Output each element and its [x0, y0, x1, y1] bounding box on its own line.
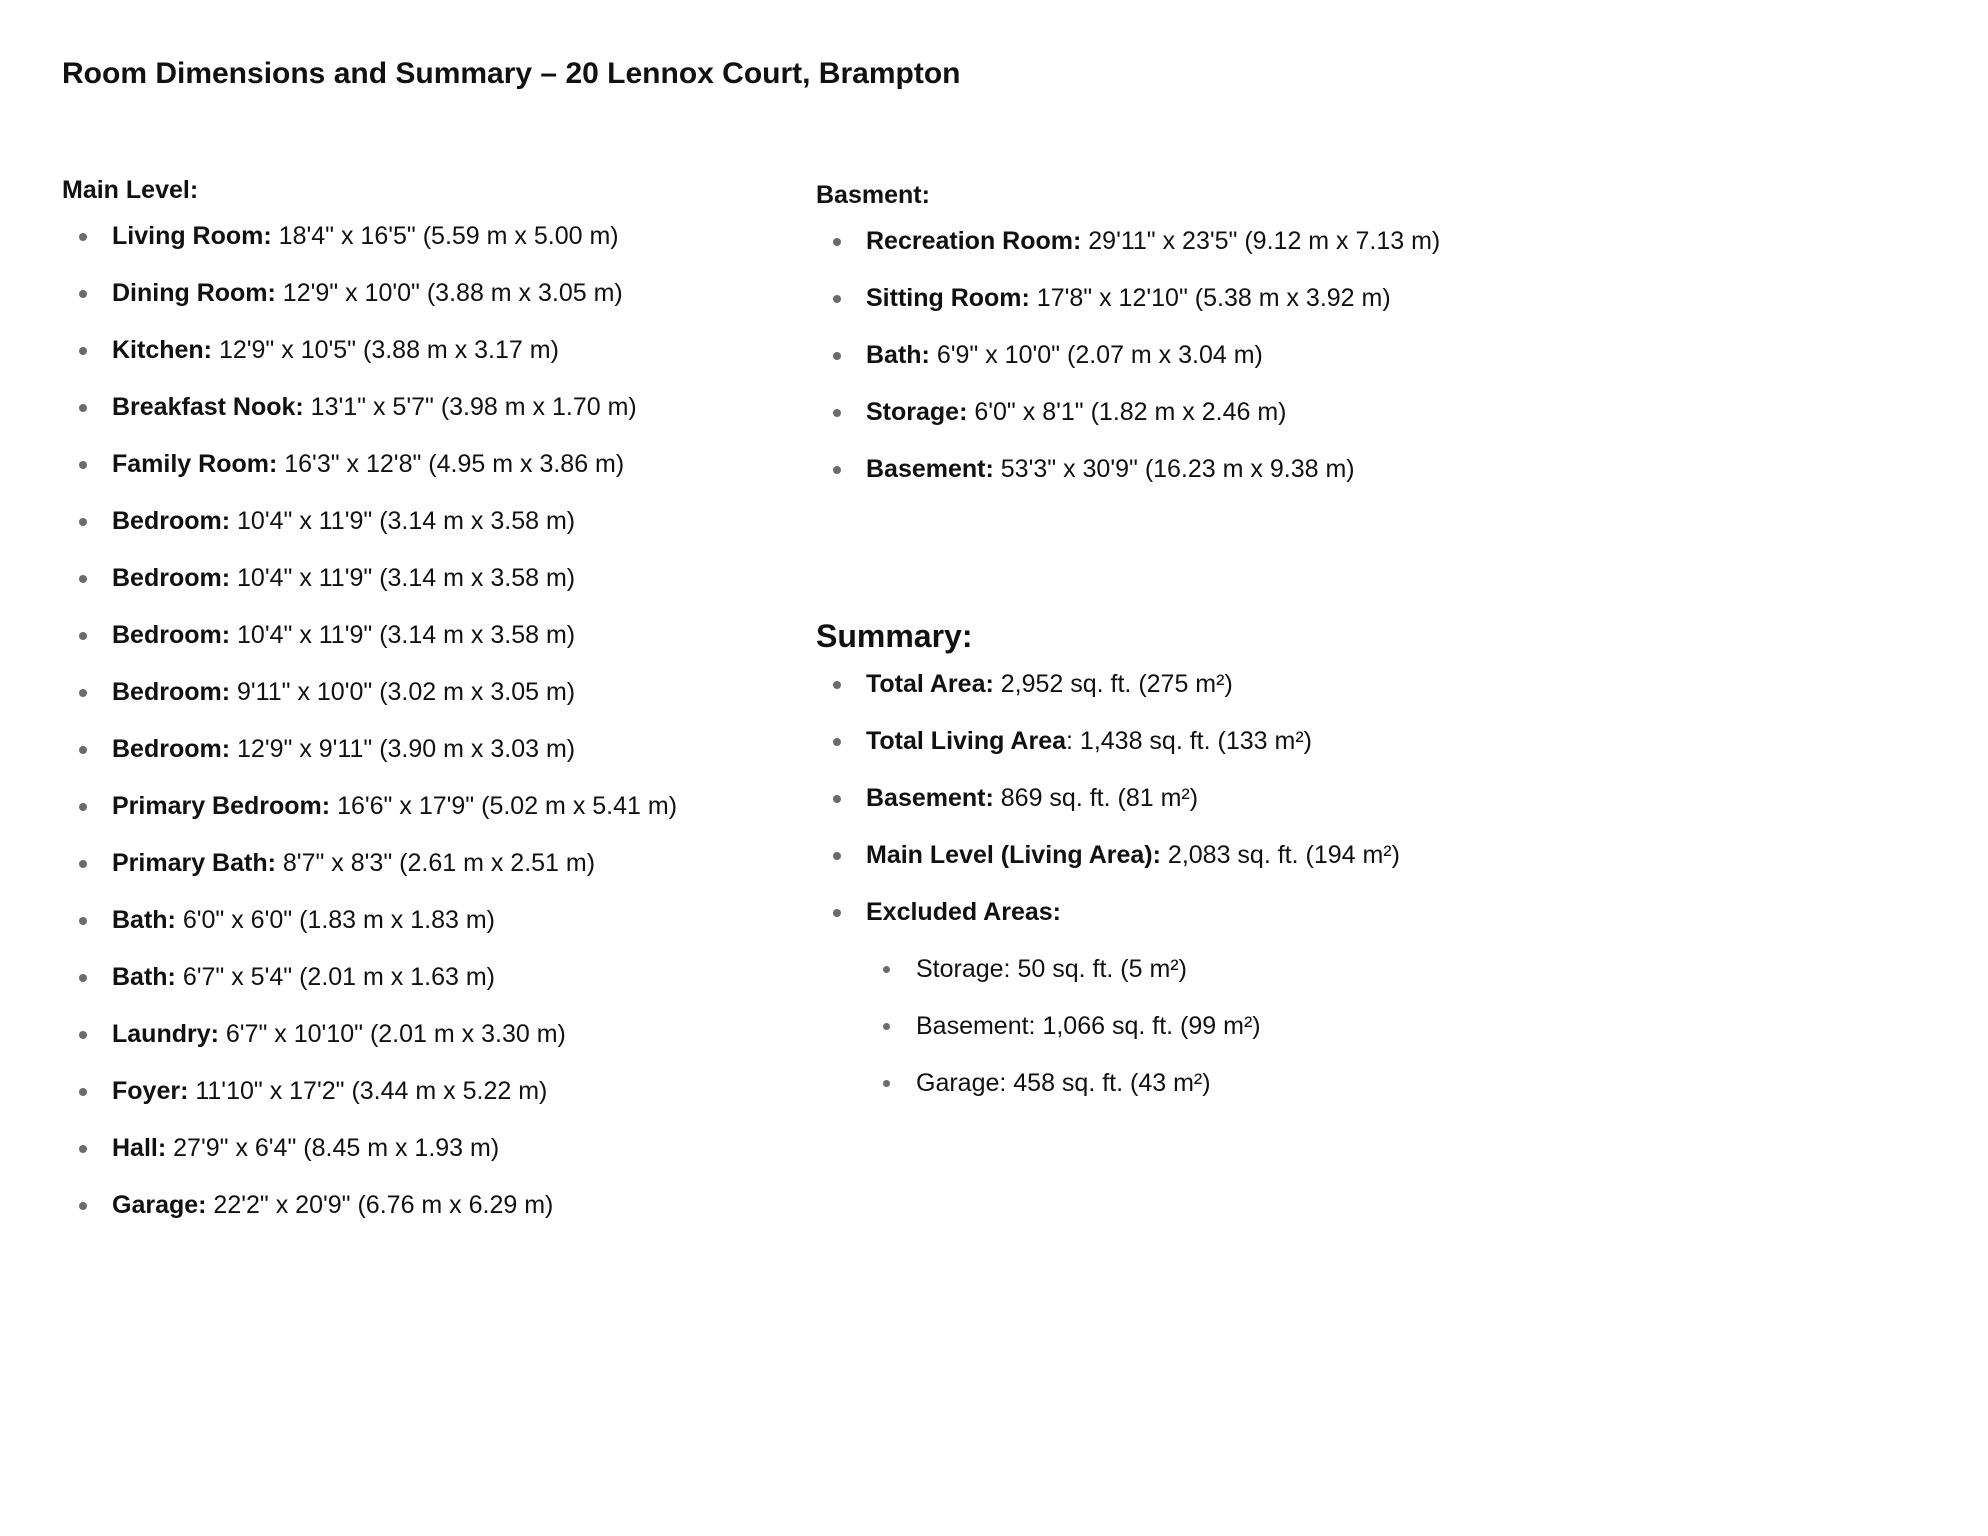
summary-list [816, 656, 1616, 941]
list-item [62, 379, 762, 436]
bullet-icon [79, 1088, 87, 1096]
bullet-icon [833, 409, 841, 417]
list-item [62, 493, 762, 550]
list-item [62, 1006, 762, 1063]
room-dimensions: 10'4" x 11'9" (3.14 m x 3.58 m) [230, 564, 576, 592]
room-label: Bedroom: [112, 735, 231, 763]
bullet-icon [79, 290, 87, 298]
room-label: Family Room: [112, 450, 278, 478]
summary-label: Excluded Areas: [866, 898, 1061, 926]
room-label: Kitchen: [112, 336, 212, 364]
list-item [816, 941, 1616, 998]
room-dimensions: 17'8" x 12'10" (5.38 m x 3.92 m) [1029, 284, 1391, 312]
bullet-icon [833, 852, 841, 860]
room-dimensions: 6'0" x 8'1" (1.82 m x 2.46 m) [967, 398, 1287, 426]
room-label: Foyer: [112, 1077, 189, 1105]
list-item [62, 892, 762, 949]
bullet-icon [883, 1080, 890, 1087]
bullet-icon [833, 681, 841, 689]
room-label: Recreation Room: [866, 227, 1082, 255]
excluded-area-text: Basement: 1,066 sq. ft. (99 m²) [916, 1012, 1261, 1040]
room-dimensions: 18'4" x 16'5" (5.59 m x 5.00 m) [271, 222, 619, 250]
list-item [62, 835, 762, 892]
list-item [62, 265, 762, 322]
bullet-icon [833, 466, 841, 474]
basement-heading: Basment: [816, 181, 930, 209]
room-label: Dining Room: [112, 279, 276, 307]
list-item [62, 664, 762, 721]
summary-label: Total Area: [866, 670, 994, 698]
list-item [62, 208, 762, 265]
room-label: Hall: [112, 1134, 167, 1162]
excluded-areas-list [816, 941, 1616, 1112]
room-label: Bath: [112, 906, 176, 934]
list-item [816, 656, 1616, 713]
bullet-icon [79, 632, 87, 640]
room-label: Sitting Room: [866, 284, 1030, 312]
basement-room-list [816, 213, 1616, 498]
excluded-area-text: Garage: 458 sq. ft. (43 m²) [916, 1069, 1211, 1097]
room-label: Basement: [866, 455, 994, 483]
bullet-icon [79, 518, 87, 526]
list-item [62, 778, 762, 835]
list-item [816, 770, 1616, 827]
summary-label: Basement: [866, 784, 994, 812]
bullet-icon [79, 803, 87, 811]
room-label: Bedroom: [112, 564, 231, 592]
bullet-icon [883, 966, 890, 973]
room-dimensions: 16'6" x 17'9" (5.02 m x 5.41 m) [330, 792, 678, 820]
room-label: Storage: [866, 398, 968, 426]
summary-heading: Summary: [816, 618, 973, 654]
bullet-icon [79, 461, 87, 469]
room-dimensions: 22'2" x 20'9" (6.76 m x 6.29 m) [206, 1191, 554, 1219]
bullet-icon [79, 347, 87, 355]
bullet-icon [833, 795, 841, 803]
list-item [816, 213, 1616, 270]
basement-and-summary-section [816, 177, 1616, 1112]
list-item [62, 1120, 762, 1177]
list-item [62, 949, 762, 1006]
room-dimensions: 6'7" x 5'4" (2.01 m x 1.63 m) [175, 963, 495, 991]
list-item [816, 270, 1616, 327]
room-dimensions: 6'0" x 6'0" (1.83 m x 1.83 m) [175, 906, 495, 934]
list-item [62, 1177, 762, 1234]
bullet-icon [79, 1031, 87, 1039]
bullet-icon [79, 746, 87, 754]
room-dimensions: 6'7" x 10'10" (2.01 m x 3.30 m) [218, 1020, 566, 1048]
bullet-icon [833, 738, 841, 746]
room-label: Bath: [866, 341, 930, 369]
summary-value: : 1,438 sq. ft. (133 m²) [1066, 727, 1312, 755]
bullet-icon [79, 917, 87, 925]
main-level-room-list [62, 208, 762, 1234]
room-dimensions: 6'9" x 10'0" (2.07 m x 3.04 m) [929, 341, 1263, 369]
page-title: Room Dimensions and Summary – 20 Lennox Court, Brampton [62, 57, 961, 90]
main-level-heading: Main Level: [62, 176, 199, 204]
bullet-icon [883, 1023, 890, 1030]
summary-label: Total Living Area [866, 727, 1067, 755]
list-item [62, 1063, 762, 1120]
bullet-icon [79, 689, 87, 697]
list-item [816, 384, 1616, 441]
room-dimensions: 10'4" x 11'9" (3.14 m x 3.58 m) [230, 621, 576, 649]
room-label: Primary Bath: [112, 849, 276, 877]
room-dimensions: 12'9" x 9'11" (3.90 m x 3.03 m) [230, 735, 576, 763]
room-dimensions: 27'9" x 6'4" (8.45 m x 1.93 m) [166, 1134, 500, 1162]
room-label: Garage: [112, 1191, 207, 1219]
bullet-icon [833, 352, 841, 360]
room-dimensions: 13'1" x 5'7" (3.98 m x 1.70 m) [303, 393, 637, 421]
room-label: Laundry: [112, 1020, 219, 1048]
room-label: Bedroom: [112, 621, 231, 649]
room-label: Breakfast Nook: [112, 393, 304, 421]
summary-value: 2,083 sq. ft. (194 m²) [1160, 841, 1400, 869]
list-item [62, 721, 762, 778]
room-label: Bedroom: [112, 678, 231, 706]
list-item [62, 436, 762, 493]
room-label: Bath: [112, 963, 176, 991]
summary-section [816, 616, 1616, 1112]
summary-value: 869 sq. ft. (81 m²) [993, 784, 1199, 812]
main-level-section [62, 172, 762, 1234]
bullet-icon [79, 404, 87, 412]
list-item [62, 607, 762, 664]
bullet-icon [79, 233, 87, 241]
room-dimensions: 8'7" x 8'3" (2.61 m x 2.51 m) [275, 849, 596, 877]
bullet-icon [833, 238, 841, 246]
excluded-area-text: Storage: 50 sq. ft. (5 m²) [916, 955, 1187, 983]
list-item [816, 327, 1616, 384]
bullet-icon [79, 575, 87, 583]
bullet-icon [79, 860, 87, 868]
room-dimensions: 16'3" x 12'8" (4.95 m x 3.86 m) [277, 450, 625, 478]
room-label: Bedroom: [112, 507, 231, 535]
list-item [816, 441, 1616, 498]
summary-value: 2,952 sq. ft. (275 m²) [993, 670, 1233, 698]
room-dimensions: 29'11" x 23'5" (9.12 m x 7.13 m) [1081, 227, 1441, 255]
room-dimensions: 11'10" x 17'2" (3.44 m x 5.22 m) [188, 1077, 548, 1105]
list-item [62, 322, 762, 379]
room-dimensions: 12'9" x 10'5" (3.88 m x 3.17 m) [212, 336, 559, 364]
bullet-icon [833, 909, 841, 917]
room-dimensions: 9'11" x 10'0" (3.02 m x 3.05 m) [230, 678, 576, 706]
bullet-icon [833, 295, 841, 303]
room-dimensions: 53'3" x 30'9" (16.23 m x 9.38 m) [993, 455, 1355, 483]
bullet-icon [79, 1202, 87, 1210]
list-item [816, 713, 1616, 770]
room-label: Primary Bedroom: [112, 792, 331, 820]
room-dimensions: 10'4" x 11'9" (3.14 m x 3.58 m) [230, 507, 576, 535]
room-dimensions: 12'9" x 10'0" (3.88 m x 3.05 m) [275, 279, 623, 307]
room-label: Living Room: [112, 222, 272, 250]
list-item [816, 827, 1616, 884]
summary-label: Main Level (Living Area): [866, 841, 1161, 869]
list-item [816, 1055, 1616, 1112]
list-item [62, 550, 762, 607]
list-item [816, 884, 1616, 941]
bullet-icon [79, 1145, 87, 1153]
bullet-icon [79, 974, 87, 982]
list-item [816, 998, 1616, 1055]
